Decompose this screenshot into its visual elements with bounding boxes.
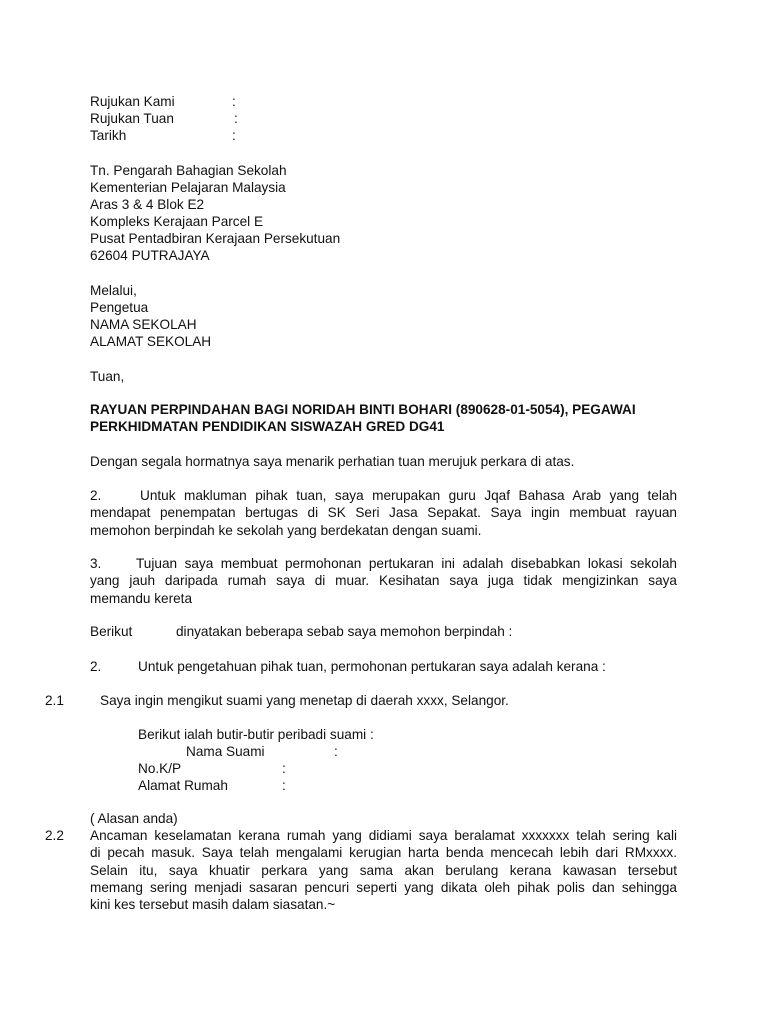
- opening-sentence: Dengan segala hormatnya saya menarik perhatian tuan merujuk perkara di atas.: [90, 454, 575, 469]
- reasons-intro-left: Berikut: [90, 624, 133, 639]
- spouse-name-label: Nama Suami: [186, 744, 265, 759]
- subject-line: RAYUAN PERPINDAHAN BAGI NORIDAH BINTI BOHARI (890628-01-5054), PEGAWAI: [90, 402, 636, 417]
- via-line: ALAMAT SEKOLAH: [90, 334, 212, 349]
- paragraph-line: memandu kereta: [90, 590, 193, 606]
- paragraph-line: yang jauh daripada rumah saya di muar. Kesihatan saya juga tidak mengizinkan saya: [90, 573, 677, 589]
- paragraph-number: 2.: [90, 488, 102, 503]
- date-colon: :: [232, 128, 236, 143]
- paragraph-line: Tujuan saya membuat permohonan pertukaran ini adalah disebabkan lokasi sekolah: [136, 556, 677, 571]
- reasons-statement: Untuk pengetahuan pihak tuan, permohonan pertukaran saya adalah kerana :: [138, 659, 606, 674]
- reason-placeholder: ( Alasan anda): [90, 811, 178, 826]
- via-line: Pengetua: [90, 300, 149, 315]
- via-line: NAMA SEKOLAH: [90, 317, 197, 332]
- item-line: kini kes tersebut masih dalam siasatan.~: [90, 897, 336, 913]
- item-text: Saya ingin mengikut suami yang menetap di daerah xxxx, Selangor.: [100, 693, 509, 708]
- item-line: Selain itu, saya khuatir perkara yang sama akan berulang kerana kawasan tersebut: [90, 862, 677, 878]
- recipient-line: Kompleks Kerajaan Parcel E: [90, 214, 264, 229]
- our-reference-colon: :: [232, 94, 236, 109]
- recipient-line: 62604 PUTRAJAYA: [90, 248, 210, 263]
- our-reference-label: Rujukan Kami: [90, 94, 175, 109]
- via-line: Melalui,: [90, 283, 137, 298]
- paragraph-line: memohon berpindah ke sekolah yang berdekatan dengan suami.: [90, 522, 482, 538]
- paragraph-number: 3.: [90, 556, 102, 571]
- subject-line: PERKHIDMATAN PENDIDIKAN SISWAZAH GRED DG41: [90, 419, 445, 434]
- item-line: Ancaman keselamatan kerana rumah yang didiami saya beralamat xxxxxxx telah sering kali: [90, 828, 677, 843]
- recipient-line: Aras 3 & 4 Blok E2: [90, 197, 205, 212]
- item-line: memang sering menjadi sasaran pencuri seperti yang dikata oleh pihak polis dan sehingga: [90, 879, 677, 895]
- your-reference-colon: :: [234, 111, 238, 126]
- spouse-details-intro: Berikut ialah butir-butir peribadi suami :: [138, 727, 374, 742]
- date-label: Tarikh: [90, 128, 127, 143]
- recipient-line: Tn. Pengarah Bahagian Sekolah: [90, 163, 287, 178]
- reasons-intro-right: dinyatakan beberapa sebab saya memohon berpindah :: [176, 624, 513, 639]
- paragraph-body: [90, 555, 677, 607]
- item-number: 2.2: [45, 828, 64, 843]
- recipient-line: Kementerian Pelajaran Malaysia: [90, 180, 286, 195]
- home-address-label: Alamat Rumah: [138, 778, 228, 793]
- home-address-colon: :: [282, 778, 286, 793]
- spouse-ic-label: No.K/P: [138, 761, 182, 776]
- your-reference-label: Rujukan Tuan: [90, 111, 174, 126]
- paragraph-line: Untuk makluman pihak tuan, saya merupakan guru Jqaf Bahasa Arab yang telah: [140, 488, 677, 503]
- spouse-name-colon: :: [334, 744, 338, 759]
- paragraph-number: 2.: [90, 659, 102, 674]
- salutation: Tuan,: [90, 369, 125, 384]
- item-line: di pecah masuk. Saya telah mengalami kerugian harta benda mencecah lebih dari RMxxxx.: [90, 845, 677, 861]
- spouse-ic-colon: :: [282, 761, 286, 776]
- recipient-line: Pusat Pentadbiran Kerajaan Persekutuan: [90, 231, 341, 246]
- item-body: [90, 827, 677, 913]
- item-number: 2.1: [45, 693, 64, 708]
- paragraph-body: [90, 487, 677, 539]
- paragraph-line: mendapat penempatan bertugas di SK Seri Jasa Sepakat. Saya ingin membuat rayuan: [90, 505, 677, 521]
